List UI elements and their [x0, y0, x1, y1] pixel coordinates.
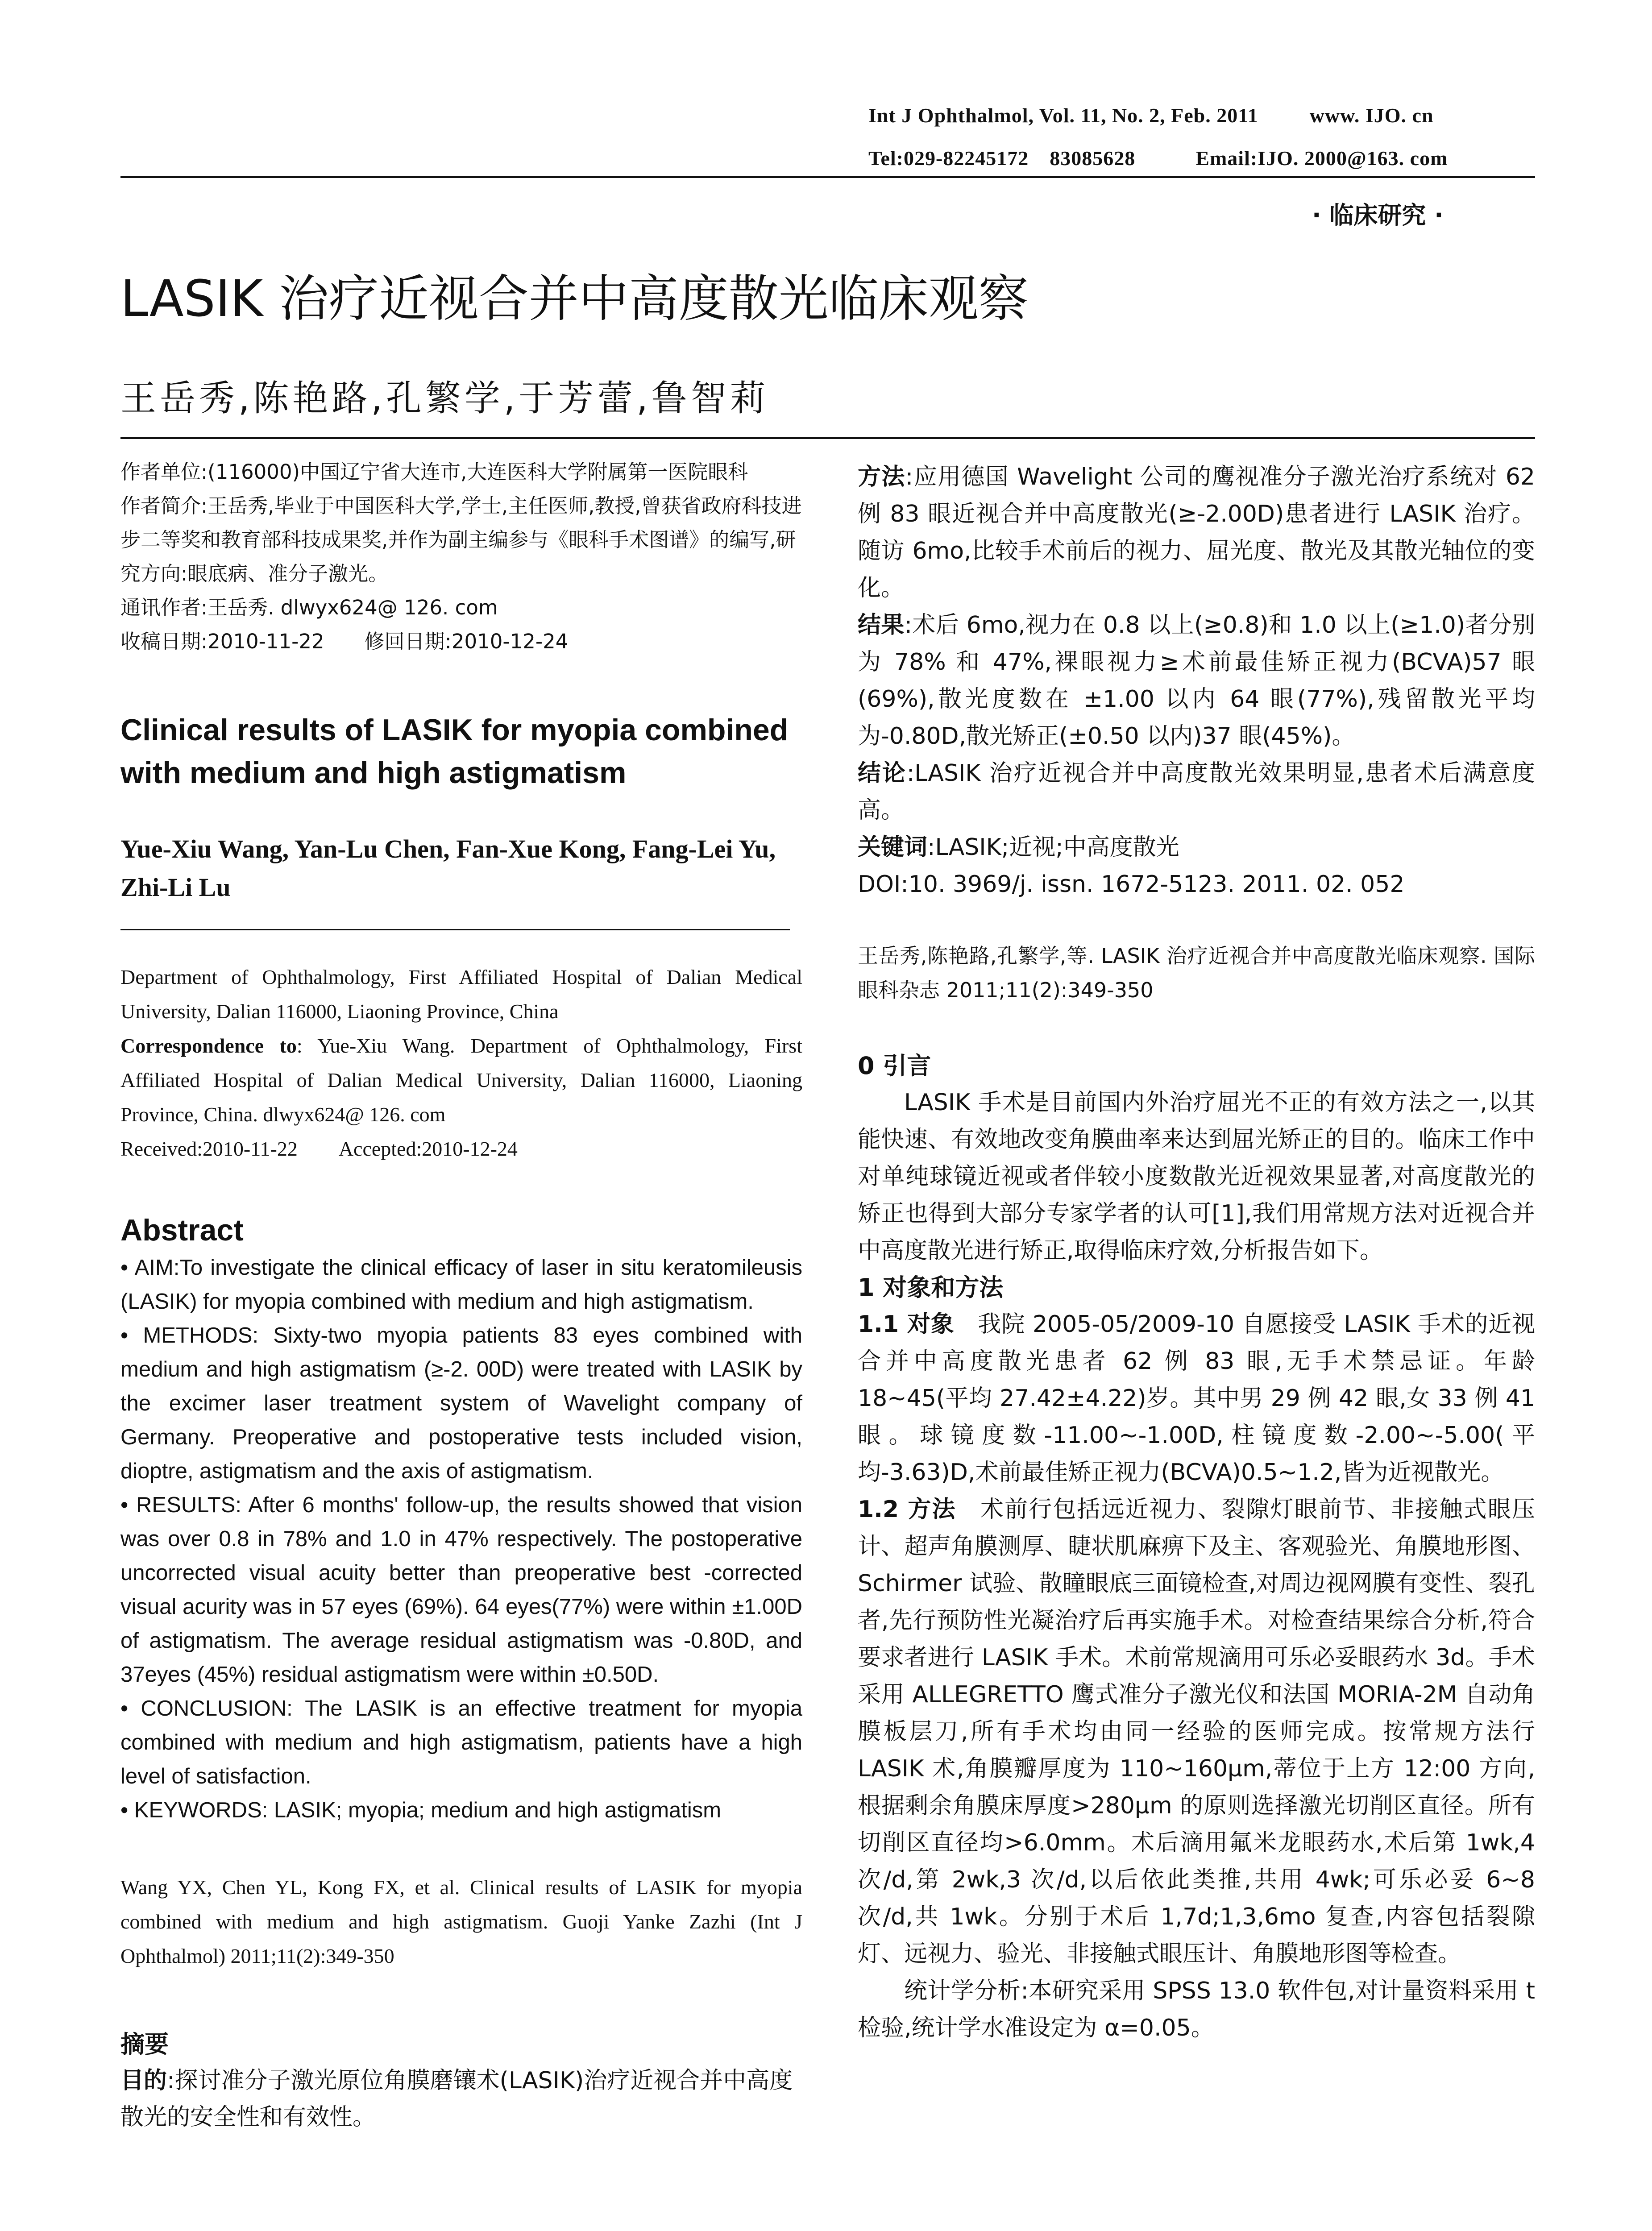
- corresponding-author: 通讯作者:王岳秀. dlwyx624@ 126. com: [120, 596, 498, 619]
- conclusion-label-cn: 结论: [858, 760, 907, 787]
- correspondence-text: : Yue-Xiu Wang. Department of Ophthalmology, First Affiliated Hospital of Dalian Medical University, Dalian 116000, Liaoning Province, China. dlwyx624@ 126. com: [120, 1034, 802, 1126]
- conclusion-text: : The LASIK is an effective treatment for myopia combined with medium and high astigmatism, patients have a high level of satisfaction.: [120, 1696, 802, 1788]
- results-label: • RESULTS: [120, 1493, 236, 1517]
- section-0-heading: 0 引言: [858, 1052, 931, 1080]
- subsection-1-2-text: 术前行包括远近视力、裂隙灯眼前节、非接触式眼压计、超声角膜测厚、睫状肌麻痹下及主、客观验光、角膜地形图、Schirmer 试验、散瞳眼底三面镜检查,对周边视网膜有变性、裂孔者,先行预防性光凝治疗后再实施手术。对检查结果综合分析,符合要求者进行 LASIK 手术。术前常规滴用可乐必妥眼药水 3d。手术采用 ALLEGRETTO 鹰式准分子激光仪和法国 MORIA-2M 自动角膜板层刀,所有手术均由同一经验的医师完成。按常规方法行 LASIK 术,角膜瓣厚度为 110~160μm,蒂位于上方 12:00 方向,根据剩余角膜床厚度>280μm 的原则选择激光切削区直径。所有切削区直径均>6.0mm。术后滴用氟米龙眼药水,术后第 1wk,4 次/d,第 2wk,3 次/d,以后依此类推,共用 4wk;可乐必妥 6~8 次/d,共 1wk。分别于术后 1,7d;1,3,6mo 复查,内容包括裂隙灯、远视力、验光、非接触式眼压计、角膜地形图等检查。: [858, 1496, 1535, 1967]
- journal-info: Int J Ophthalmol, Vol. 11, No. 2, Feb. 2011: [868, 104, 1258, 127]
- section-0-text: LASIK 手术是目前国内外治疗屈光不正的有效方法之一,以其能快速、有效地改变角膜曲率来达到屈光矫正的目的。临床工作中对单纯球镜近视或者伴较小度数散光近视效果显著,对高度散光的矫正也得到大部分专家学者的认可[1],我们用常规方法对近视合并中高度散光进行矫正,取得临床疗效,分析报告如下。: [858, 1089, 1535, 1264]
- dates-en: Received:2010-11-22 Accepted:2010-12-24: [120, 1137, 518, 1160]
- journal-email: Email:IJO. 2000@163. com: [1195, 147, 1448, 170]
- article-title-en: Clinical results of LASIK for myopia combined with medium and high astigmatism: [120, 713, 789, 790]
- results-text: : After 6 months' follow-up, the results showed that vision was over 0.8 in 78% and 1.0 in 47% respectively. The postoperative uncorrected visual acuity better than preoperative best -corrected visual acurity was in 57 eyes (69%). 64 eyes(77%) were within ±1.00D of astigmatism. The average residual astigmatism was -0.80D, and 37eyes (45%) residual astigmatism were within ±0.50D.: [120, 1493, 803, 1687]
- summary-cn-continued: [858, 459, 1535, 903]
- journal-header-line: [868, 104, 1434, 127]
- subsection-1-1-text: 我院 2005-05/2009-10 自愿接受 LASIK 手术的近视合并中高度散光患者 62 例 83 眼,无手术禁忌证。年龄 18~45(平均 27.42±4.22)岁。其中男 29 例 42 眼,女 33 例 41 眼。球镜度数-11.00~-1.00D,柱镜度数-2.00~-5.00(平均-3.63)D,术前最佳矫正视力(BCVA)0.5~1.2,皆为近视散光。: [858, 1311, 1535, 1486]
- abstract-methods: [120, 1319, 802, 1488]
- abstract-aim: [120, 1251, 802, 1319]
- methods-text-cn: :应用德国 Wavelight 公司的鹰视准分子激光治疗系统对 62 例 83 眼近视合并中高度散光(≥-2.00D)患者进行 LASIK 治疗。随访 6mo,比较手术前后的视力、屈光度、散光及其散光轴位的变化。: [858, 464, 1535, 601]
- article-title-cn: LASIK 治疗近视合并中高度散光临床观察: [120, 270, 1029, 328]
- affil-rule: [120, 929, 790, 930]
- authors-cn: 王岳秀,陈艳路,孔繁学,于芳蕾,鲁智莉: [120, 377, 769, 419]
- citation-en: Wang YX, Chen YL, Kong FX, et al. Clinical results of LASIK for myopia combined with medium and high astigmatism. Guoji Yanke Zazhi (Int J Ophthalmol) 2011;11(2):349-350: [120, 1876, 802, 1967]
- subsection-1-1-label: 1.1 对象: [858, 1311, 955, 1338]
- summary-results-cn: [858, 607, 1535, 755]
- abstract-results: [120, 1488, 802, 1692]
- doi: DOI:10. 3969/j. issn. 1672-5123. 2011. 02. 052: [858, 871, 1405, 898]
- author-info-block: [120, 455, 802, 659]
- results-label-cn: 结果: [858, 612, 905, 639]
- summary-aim-cn: [120, 2062, 802, 2136]
- aim-label: • AIM: [120, 1256, 174, 1280]
- aim-text: :To investigate the clinical efficacy of laser in situ keratomileusis (LASIK) for myopia combined with medium and high astigmatism.: [120, 1256, 802, 1314]
- author-bio: 作者简介:王岳秀,毕业于中国医科大学,学士,主任医师,教授,曾获省政府科技进步二等奖和教育部科技成果奖,并作为副主编参与《眼科手术图谱》的编写,研究方向:眼底病、准分子激光。: [120, 494, 802, 585]
- body-text: [858, 1048, 1535, 2047]
- journal-contact-line: [868, 142, 1448, 171]
- keywords-text-cn: :LASIK;近视;中高度散光: [927, 834, 1179, 861]
- affiliation-en: [120, 960, 802, 1166]
- received-dates: 收稿日期:2010-11-22 修回日期:2010-12-24: [120, 630, 569, 653]
- correspondence-label: Correspondence to: [120, 1034, 297, 1057]
- keywords-text: : LASIK; myopia; medium and high astigmatism: [261, 1798, 722, 1822]
- keywords-label: • KEYWORDS: [120, 1798, 262, 1822]
- left-column: [120, 455, 802, 2136]
- department-en: Department of Ophthalmology, First Affiliated Hospital of Dalian Medical University, Dalian 116000, Liaoning Province, China: [120, 966, 802, 1023]
- results-text-cn: :术后 6mo,视力在 0.8 以上(≥0.8)和 1.0 以上(≥1.0)者分别为 78% 和 47%,裸眼视力≥术前最佳矫正视力(BCVA)57 眼(69%),散光度数在 ±1.00 以内 64 眼(77%),残留散光平均为-0.80D,散光矫正(±0.50 以内)37 眼(45%)。: [858, 612, 1535, 750]
- statistics-text: 统计学分析:本研究采用 SPSS 13.0 软件包,对计量资料采用 t 检验,统计学水准设定为 α=0.05。: [858, 1978, 1535, 2041]
- correspondence-en: [120, 1028, 802, 1132]
- abstract-keywords: [120, 1793, 802, 1827]
- abstract-heading: Abstract: [120, 1213, 244, 1247]
- subsection-1-1: [858, 1306, 1535, 1491]
- header-rule: [120, 176, 1535, 178]
- methods-label: • METHODS: [120, 1323, 253, 1348]
- summary-keywords-cn: [858, 829, 1535, 866]
- section-1-heading: 1 对象和方法: [858, 1273, 1004, 1302]
- summary-heading-cn: 摘要: [120, 2030, 169, 2058]
- author-affiliation: 作者单位:(116000)中国辽宁省大连市,大连医科大学附属第一医院眼科: [120, 460, 748, 484]
- right-column: [858, 459, 1535, 2047]
- section-tag: · 临床研究 ·: [1312, 201, 1444, 229]
- journal-website: www. IJO. cn: [1309, 104, 1434, 127]
- abstract-conclusion: [120, 1692, 802, 1793]
- methods-label-cn: 方法: [858, 464, 905, 490]
- citation-cn: 王岳秀,陈艳路,孔繁学,等. LASIK 治疗近视合并中高度散光临床观察. 国际眼科杂志 2011;11(2):349-350: [858, 944, 1535, 1002]
- title-rule: [120, 437, 1535, 439]
- aim-label-cn: 目的: [120, 2067, 167, 2094]
- conclusion-label: • CONCLUSION: [120, 1696, 287, 1721]
- methods-text: : Sixty-two myopia patients 83 eyes combined with medium and high astigmatism (≥-2. 00D) were treated with LASIK by the excimer laser treatment system of Wavelight company of Germany. Preoperative and postoperative tests included vision, dioptre, astigmatism and the axis of astigmatism.: [120, 1323, 802, 1483]
- subsection-1-2-label: 1.2 方法: [858, 1496, 956, 1523]
- keywords-label-cn: 关键词: [858, 834, 928, 861]
- subsection-1-2: [858, 1491, 1535, 1973]
- journal-tel: Tel:029-82245172 83085628: [868, 147, 1136, 170]
- conclusion-text-cn: :LASIK 治疗近视合并中高度散光效果明显,患者术后满意度高。: [858, 760, 1535, 824]
- authors-en: Yue-Xiu Wang, Yan-Lu Chen, Fan-Xue Kong, Fang-Lei Yu, Zhi-Li Lu: [120, 834, 776, 902]
- summary-methods-cn: [858, 459, 1535, 607]
- abstract-body: [120, 1251, 802, 1827]
- summary-conclusion-cn: [858, 755, 1535, 829]
- aim-text-cn: :探讨准分子激光原位角膜磨镶术(LASIK)治疗近视合并中高度散光的安全性和有效性。: [120, 2067, 793, 2131]
